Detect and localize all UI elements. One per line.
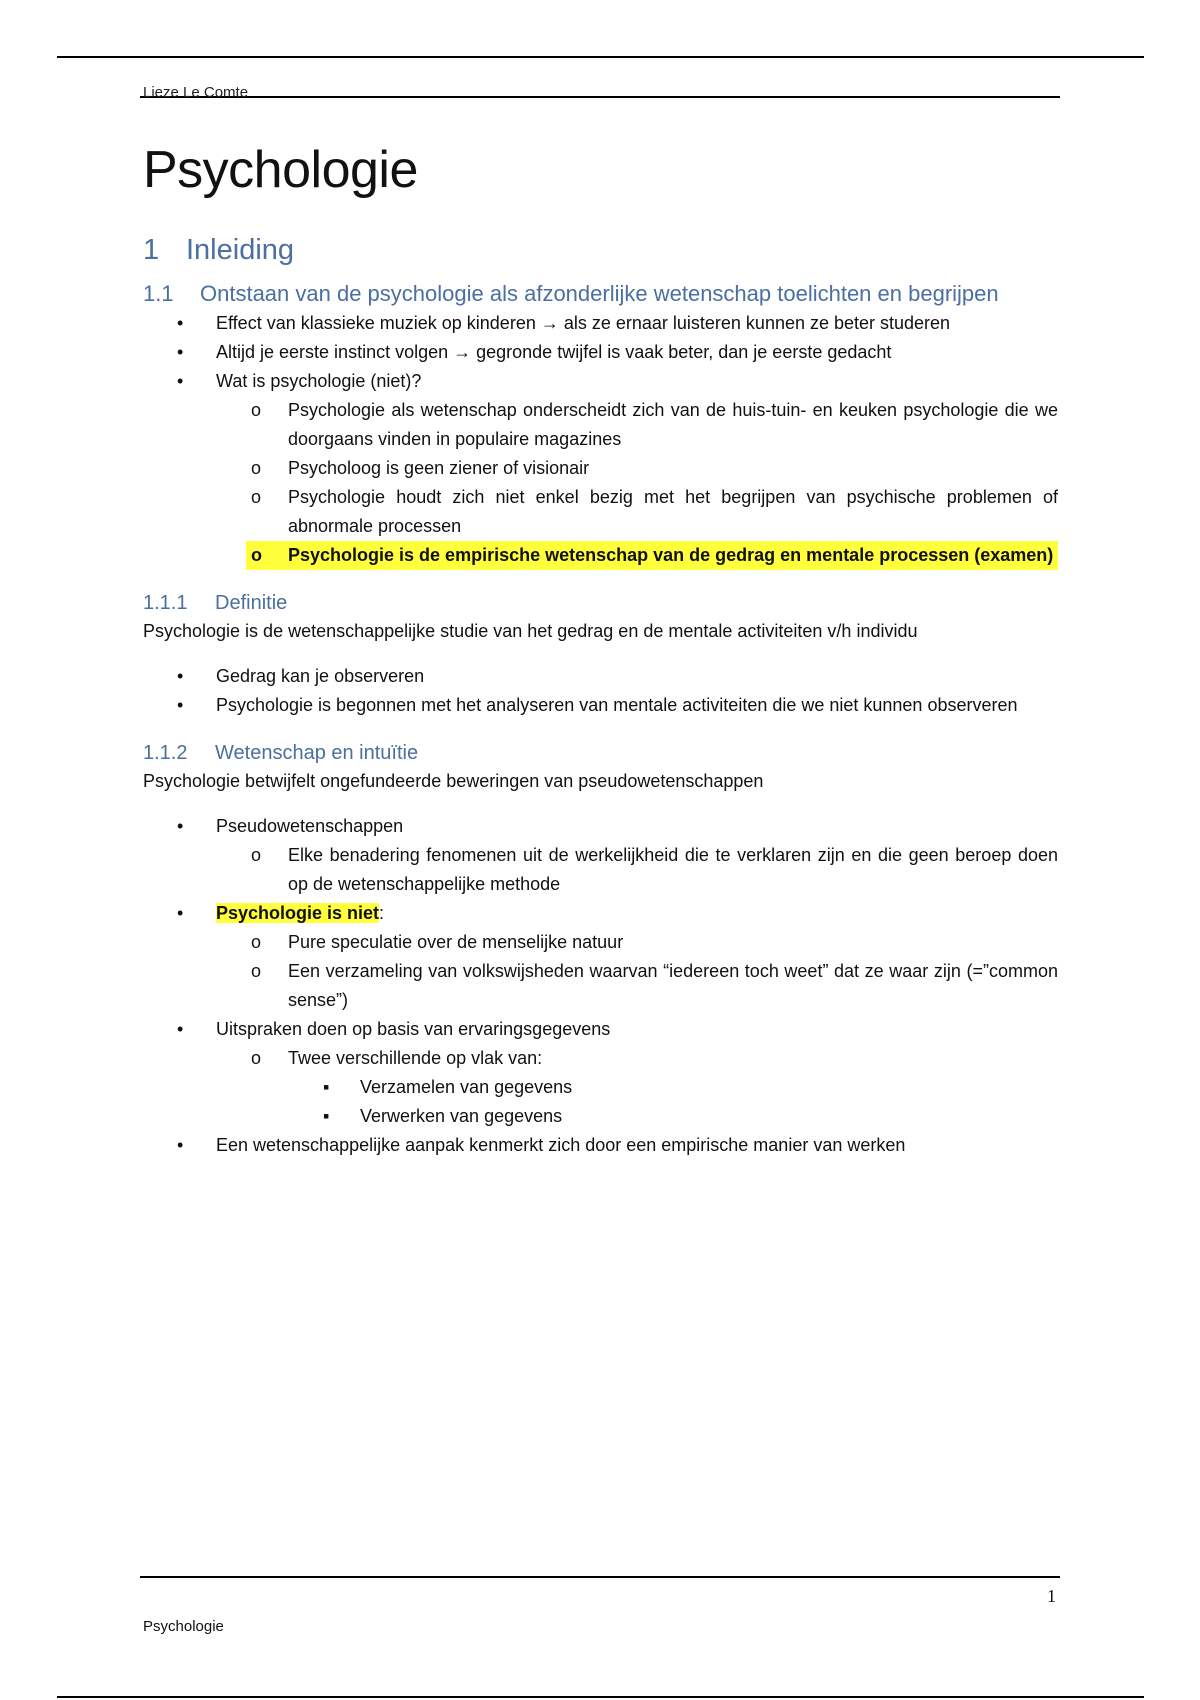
bullet-marker: • [177,370,184,391]
footer-label: Psychologie [143,1618,224,1635]
page-content [143,141,1058,1160]
heading-section-1-1 [143,280,1058,309]
sub-list-item [143,957,1058,1015]
circle-marker: o [251,960,262,981]
page-header [140,70,1060,101]
list-item-text: Effect van klassieke muziek op kinderen → als ze ernaar luisteren kunnen ze beter studeren [216,312,951,333]
highlighted-text: Psychologie is niet [216,902,380,923]
bullet-list [143,812,1058,1160]
sub-list-item [143,454,1058,483]
bullet-marker: • [177,1018,184,1039]
highlighted-list-item [246,541,1058,570]
sub-list-item [143,841,1058,899]
list-item-text: Verwerken van gegevens [360,1105,563,1126]
paragraph-spacer [143,796,1058,812]
list-item [143,1015,1058,1044]
paragraph-spacer [143,646,1058,662]
list-item-text: Gedrag kan je observeren [216,665,425,686]
list-item [143,309,1058,338]
bullet-marker: • [177,1134,184,1155]
list-item-text: Psycholoog is geen ziener of visionair [288,457,590,478]
heading-text: Inleiding [186,234,295,266]
bullet-marker: • [177,312,184,333]
heading-number: 1.1.2 [143,741,188,764]
square-marker: ▪ [323,1105,330,1126]
list-item-text: Twee verschillende op vlak van: [288,1047,543,1068]
sub-sub-list-item [143,1102,1058,1131]
heading-text: Definitie [215,591,288,614]
list-item [143,338,1058,367]
paragraph: Psychologie betwijfelt ongefundeerde beweringen van pseudowetenschappen [143,770,764,791]
bullet-marker: • [177,902,184,923]
heading-number: 1 [143,234,160,266]
sub-sub-list-item [143,1073,1058,1102]
list-item-text: Pure speculatie over de menselijke natuur [288,931,624,952]
list-item [143,367,1058,396]
page-footer [140,1576,1060,1638]
circle-marker: o [251,931,262,952]
heading-section-1-1-1 [143,590,1058,616]
document-title: Psychologie [143,141,418,199]
list-item-text: Psychologie als wetenschap onderscheidt zich van de huis-tuin- en keuken psychologie die we doorgaans vinden in populaire magazines [288,399,1058,449]
circle-marker: o [251,544,262,565]
heading-text: Wetenschap en intuïtie [215,741,419,764]
heading-section-1-1-2 [143,740,1058,766]
bullet-list [143,662,1058,720]
document-page [140,56,1060,1696]
bullet-marker: • [177,665,184,686]
circle-marker: o [251,844,262,865]
heading-number: 1.1.1 [143,591,188,614]
list-item-text: Psychologie is begonnen met het analyseren van mentale activiteiten die we niet kunnen observeren [216,694,1018,715]
list-item-text: Psychologie houdt zich niet enkel bezig met het begrijpen van psychische problemen of abnormale processen [288,486,1058,536]
bullet-marker: • [177,341,184,362]
bullet-list [143,309,1058,570]
heading-text: Ontstaan van de psychologie als afzonderlijke wetenschap toelichten en begrijpen [200,281,999,306]
header-author: Lieze Le Comte [143,84,249,101]
page-number: 1 [1047,1586,1056,1606]
circle-marker: o [251,486,262,507]
heading-number: 1.1 [143,281,174,306]
paragraph: Psychologie is de wetenschappelijke studie van het gedrag en de mentale activiteiten v/h individu [143,620,918,641]
circle-marker: o [251,457,262,478]
page-bottom-edge [57,1696,1144,1698]
list-item-text: Wat is psychologie (niet)? [216,370,422,391]
list-item-text: Pseudowetenschappen [216,815,404,836]
list-item-text: : [379,902,385,923]
sub-list-item [143,928,1058,957]
heading-section-1 [143,236,1058,270]
list-item-text: Een wetenschappelijke aanpak kenmerkt zich door een empirische manier van werken [216,1134,906,1155]
list-item-text: Verzamelen van gegevens [360,1076,573,1097]
list-item [143,691,1058,720]
sub-list-item [143,1044,1058,1073]
list-item-text: Altijd je eerste instinct volgen → gegronde twijfel is vaak beter, dan je eerste gedacht [216,341,892,362]
list-item-text: Uitspraken doen op basis van ervaringsgegevens [216,1018,611,1039]
list-item [143,1131,1058,1160]
sub-list-item [143,396,1058,454]
bullet-marker: • [177,815,184,836]
bullet-marker: • [177,694,184,715]
list-item [143,899,1058,928]
circle-marker: o [251,399,262,420]
circle-marker: o [251,1047,262,1068]
list-item-text: Een verzameling van volkswijsheden waarvan “iedereen toch weet” dat ze waar zijn (=”common sense”) [288,960,1058,1010]
list-item [143,812,1058,841]
list-item [143,662,1058,691]
square-marker: ▪ [323,1076,330,1097]
list-item-text: Elke benadering fenomenen uit de werkelijkheid die te verklaren zijn en die geen beroep doen op de wetenschappelijke methode [288,844,1058,894]
list-item-text: Psychologie is de empirische wetenschap van de gedrag en mentale processen (examen) [288,544,1054,565]
sub-list-item [143,483,1058,541]
